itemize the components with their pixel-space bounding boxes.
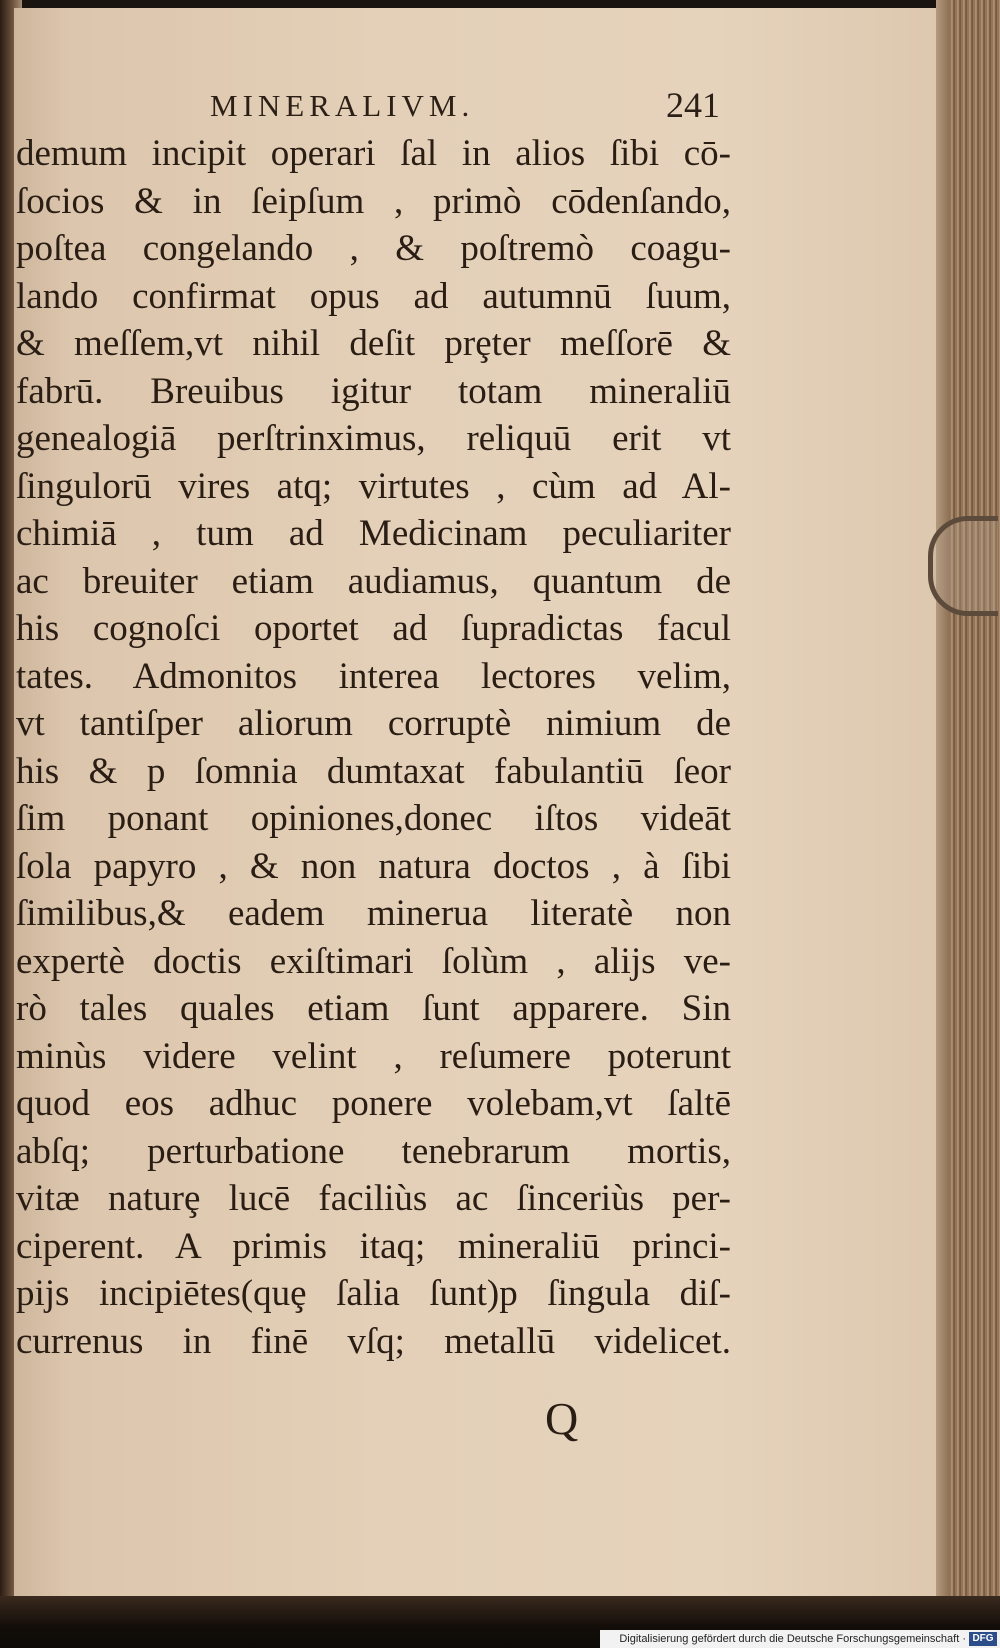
stacked-page-edges xyxy=(950,0,1000,1648)
catchword: Q xyxy=(545,1393,579,1444)
text-line: ciperent. A primis itaq; mineraliū princi- xyxy=(16,1225,731,1267)
text-line: poſtea congelando , & poſtremò coagu- xyxy=(16,228,731,269)
text-line: ſola papyro , & non natura doctos , à ſibi xyxy=(16,845,731,887)
text-line: pijs incipiētes(quȩ ſalia ſunt)p ſingula diſ- xyxy=(16,1273,731,1314)
text-line: fabrū. Breuibus igitur totam mineraliū xyxy=(16,370,731,412)
text-line: lando confirmat opus ad autumnū ſuum, xyxy=(16,275,731,317)
dfg-logo-icon: DFG xyxy=(969,1632,997,1646)
text-line: & meſſem,vt nihil deſit prȩter meſſorē & xyxy=(16,323,731,364)
text-line: chimiā , tum ad Medicinam peculiariter xyxy=(16,513,731,554)
text-line: currenus in finē vſq; metallū videlicet. xyxy=(16,1320,731,1362)
text-line: vitæ naturȩ lucē faciliùs ac ſinceriùs per- xyxy=(16,1178,731,1219)
body-text xyxy=(16,130,731,1365)
text-line: minùs videre velint , reſumere poterunt xyxy=(16,1035,731,1077)
text-line: quod eos adhuc ponere volebam,vt ſaltē xyxy=(16,1083,731,1124)
text-line: rò tales quales etiam ſunt apparere. Sin xyxy=(16,988,731,1029)
page-number: 241 xyxy=(666,85,720,125)
text-line: genealogiā perſtrinximus, reliquū erit vt xyxy=(16,418,731,459)
text-line: abſq; perturbatione tenebrarum mortis, xyxy=(16,1130,731,1172)
text-line: his cognoſci oportet ad ſupradictas facul xyxy=(16,608,731,649)
text-line: ſimilibus,& eadem minerua literatè non xyxy=(16,893,731,934)
text-line: ac breuiter etiam audiamus, quantum de xyxy=(16,560,731,602)
text-line: vt tantiſper aliorum corruptè nimium de xyxy=(16,703,731,744)
text-line: ſocios & in ſeipſum , primò cōdenſando, xyxy=(16,180,731,222)
running-head: MINERALIVM. xyxy=(210,88,475,123)
text-line: tates. Admonitos interea lectores velim, xyxy=(16,655,731,697)
text-line: expertè doctis exiſtimari ſolùm , alijs ve- xyxy=(16,940,731,982)
credit-text: Digitalisierung gefördert durch die Deutsche Forschungsgemeinschaft · xyxy=(619,1633,966,1645)
digitization-credit xyxy=(600,1630,1000,1648)
text-line: his & p ſomnia dumtaxat fabulantiū ſeor xyxy=(16,750,731,792)
text-line: ſim ponant opiniones,donec iſtos videāt xyxy=(16,798,731,839)
text-line: ſingulorū vires atq; virtutes , cùm ad Al- xyxy=(16,465,731,507)
text-line: demum incipit operari ſal in alios ſibi cō- xyxy=(16,133,731,174)
clasp-icon xyxy=(928,516,998,616)
page-header xyxy=(200,85,720,130)
